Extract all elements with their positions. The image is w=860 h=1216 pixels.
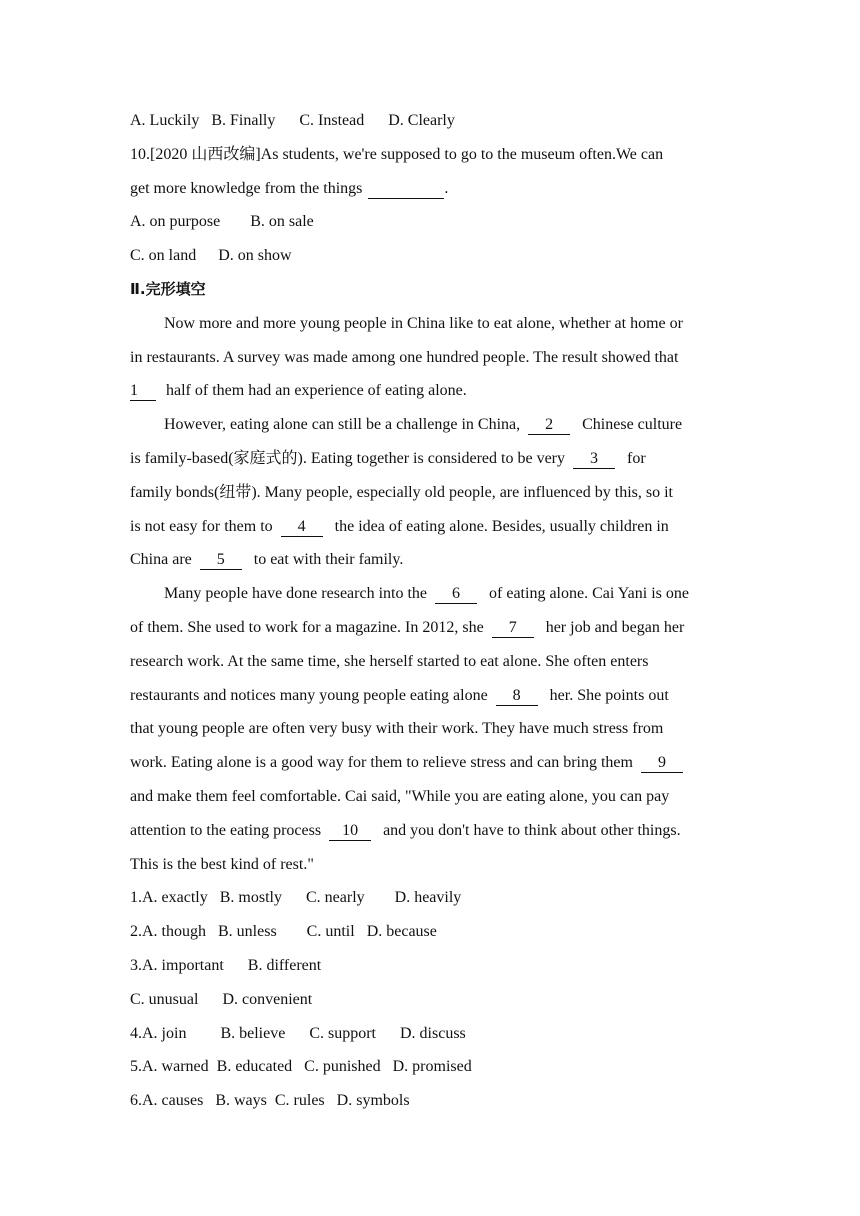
question-option: B. different bbox=[247, 956, 322, 974]
passage-p1-line3 bbox=[130, 374, 730, 408]
blank-1: 1 bbox=[130, 382, 156, 401]
passage-text: restaurants and notices many young people eating alone bbox=[130, 686, 488, 704]
question-option: 3.A. important bbox=[130, 956, 224, 974]
question-option: C. punished bbox=[304, 1058, 381, 1076]
passage-p2-line2 bbox=[130, 442, 730, 476]
passage-p3-line1 bbox=[130, 577, 730, 611]
passage-text: to eat with their family. bbox=[253, 551, 404, 569]
question-2-options bbox=[130, 915, 730, 949]
question-option: 5.A. warned bbox=[130, 1058, 209, 1076]
passage-p2-line5 bbox=[130, 543, 730, 577]
blank-5: 5 bbox=[200, 551, 242, 570]
passage-text: her job and began her bbox=[545, 618, 685, 636]
passage-p3-line3: research work. At the same time, she herself started to eat alone. She often enters bbox=[130, 652, 649, 670]
passage-p1-line1: Now more and more young people in China like to eat alone, whether at home or bbox=[164, 314, 683, 332]
q10-option-b: B. on sale bbox=[250, 213, 314, 231]
passage-p1-line2: in restaurants. A survey was made among one hundred people. The result showed that bbox=[130, 348, 679, 366]
passage-p2-line1 bbox=[130, 408, 730, 442]
question-option: C. rules bbox=[274, 1092, 325, 1110]
q10-option-d: D. on show bbox=[218, 247, 292, 265]
passage-text: Chinese culture bbox=[582, 416, 683, 434]
section-title: Ⅱ.完形填空 bbox=[130, 279, 206, 298]
question-4-options bbox=[130, 1017, 730, 1051]
question-option: B. ways bbox=[215, 1092, 267, 1110]
passage-text: half of them had an experience of eating alone. bbox=[166, 382, 467, 400]
question-option: C. support bbox=[309, 1024, 376, 1042]
blank-10: 10 bbox=[329, 822, 371, 841]
question-option: D. because bbox=[366, 923, 437, 941]
blank-7: 7 bbox=[492, 619, 534, 638]
question-option: 6.A. causes bbox=[130, 1092, 204, 1110]
q10-stem-end: . bbox=[444, 179, 449, 197]
passage-text: is family-based(家庭式的). Eating together is considered to be very bbox=[130, 449, 565, 467]
question-1-options bbox=[130, 881, 730, 915]
blank-6: 6 bbox=[435, 585, 477, 604]
question-3-options-row2 bbox=[130, 983, 730, 1017]
question-option: 4.A. join bbox=[130, 1024, 187, 1042]
passage-text: However, eating alone can still be a challenge in China, bbox=[164, 416, 521, 434]
blank-9: 9 bbox=[641, 754, 683, 773]
question-3-options-row1 bbox=[130, 949, 730, 983]
passage-p3-line2 bbox=[130, 611, 730, 645]
q10-option-a: A. on purpose bbox=[130, 213, 221, 231]
blank-2: 2 bbox=[528, 416, 570, 435]
question-option: D. heavily bbox=[394, 889, 462, 907]
blank-3: 3 bbox=[573, 450, 615, 469]
passage-text: is not easy for them to bbox=[130, 517, 273, 535]
q10-answer-blank bbox=[368, 180, 444, 199]
q9-options bbox=[130, 104, 730, 138]
question-option: D. promised bbox=[392, 1058, 472, 1076]
q10-stem-line2 bbox=[130, 172, 730, 206]
passage-p3-line4 bbox=[130, 679, 730, 713]
question-option: D. symbols bbox=[336, 1092, 410, 1110]
question-6-options bbox=[130, 1084, 730, 1118]
passage-text: and you don't have to think about other things. bbox=[383, 821, 681, 839]
question-option: D. convenient bbox=[222, 990, 313, 1008]
blank-4: 4 bbox=[281, 518, 323, 537]
q10-options-row2 bbox=[130, 239, 730, 273]
q10-option-c: C. on land bbox=[130, 247, 197, 265]
passage-text: attention to the eating process bbox=[130, 821, 322, 839]
question-5-options bbox=[130, 1050, 730, 1084]
passage-p3-line5: that young people are often very busy with their work. They have much stress from bbox=[130, 720, 664, 738]
q10-options-row1 bbox=[130, 205, 730, 239]
passage-text: work. Eating alone is a good way for them to relieve stress and can bring them bbox=[130, 754, 633, 772]
question-option: B. mostly bbox=[219, 889, 282, 907]
q10-stem-text: get more knowledge from the things bbox=[130, 179, 363, 197]
question-option: D. discuss bbox=[400, 1024, 466, 1042]
question-option: B. unless bbox=[218, 923, 277, 941]
passage-p3-line8 bbox=[130, 814, 730, 848]
passage-text: the idea of eating alone. Besides, usually children in bbox=[334, 517, 669, 535]
passage-text: of them. She used to work for a magazine. In 2012, she bbox=[130, 618, 484, 636]
blank-8: 8 bbox=[496, 687, 538, 706]
q9-option-d: D. Clearly bbox=[388, 112, 455, 129]
question-option: B. believe bbox=[220, 1024, 286, 1042]
passage-p3-line9: This is the best kind of rest." bbox=[130, 855, 314, 873]
question-option: 1.A. exactly bbox=[130, 889, 208, 907]
question-option: C. unusual bbox=[130, 990, 199, 1008]
passage-p3-line6 bbox=[130, 746, 730, 780]
document-page bbox=[130, 104, 730, 1118]
passage-p2-line4 bbox=[130, 510, 730, 544]
passage-p3-line7: and make them feel comfortable. Cai said, "While you are eating alone, you can pay bbox=[130, 787, 670, 805]
passage-text: for bbox=[627, 449, 646, 467]
passage-text: her. She points out bbox=[549, 686, 669, 704]
q10-stem-line1: 10.[2020 山西改编]As students, we're supposed to go to the museum often.We can bbox=[130, 145, 664, 163]
passage-text: Many people have done research into the bbox=[164, 585, 428, 603]
question-option: C. nearly bbox=[305, 889, 365, 907]
question-option: B. educated bbox=[216, 1058, 293, 1076]
q9-option-a: A. Luckily bbox=[130, 112, 200, 129]
passage-text: China are bbox=[130, 551, 192, 569]
q9-option-b: B. Finally bbox=[211, 112, 276, 129]
passage-p2-line3: family bonds(纽带). Many people, especially old people, are influenced by this, so it bbox=[130, 483, 673, 501]
q9-option-c: C. Instead bbox=[299, 112, 365, 129]
question-option: 2.A. though bbox=[130, 923, 206, 941]
question-option: C. until bbox=[306, 923, 355, 941]
passage-text: of eating alone. Cai Yani is one bbox=[489, 585, 689, 603]
